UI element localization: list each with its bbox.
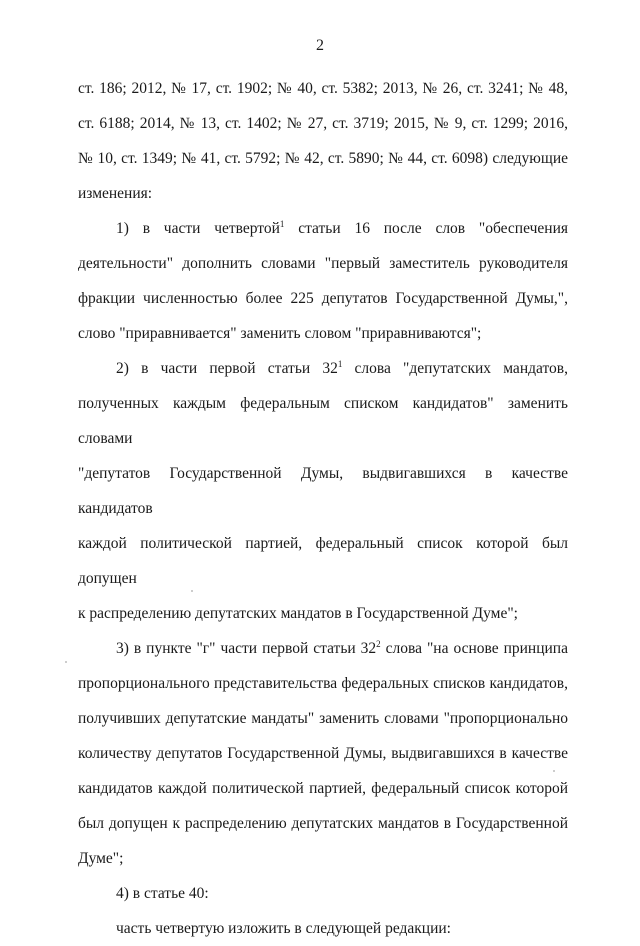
item-line: часть четвертую изложить в следующей редакции: <box>116 920 451 937</box>
intro-paragraph <box>78 71 568 211</box>
item-line: деятельности" дополнить словами "первый заместитель руководителя <box>78 255 568 272</box>
item-first-line <box>78 211 568 246</box>
document-body <box>78 71 568 946</box>
amendment-item-3 <box>78 631 568 876</box>
intro-line: № 10, ст. 1349; № 41, ст. 5792; № 42, ст. 5890; № 44, ст. 6098) следующие <box>78 150 568 167</box>
item-line: к распределению депутатских мандатов в Государственной Думе"; <box>78 605 518 622</box>
intro-line: ст. 186; 2012, № 17, ст. 1902; № 40, ст. 5382; 2013, № 26, ст. 3241; № 48, <box>78 80 568 97</box>
item-line: "депутатов Государственной Думы, выдвигавшихся в качестве кандидатов <box>78 465 568 517</box>
item-line: полученных каждым федеральным списком кандидатов" заменить словами <box>78 395 568 447</box>
item-line: каждой политической партией, федеральный список которой был допущен <box>78 535 568 587</box>
item-text: 2) в части первой статьи 32 <box>116 360 338 377</box>
page-number: 2 <box>316 37 324 54</box>
intro-line: ст. 6188; 2014, № 13, ст. 1402; № 27, ст. 3719; 2015, № 9, ст. 1299; 2016, <box>78 115 568 132</box>
superscript: 1 <box>337 359 343 369</box>
intro-line: изменения: <box>78 185 153 202</box>
item-line: 4) в статье 40: <box>116 885 209 902</box>
item-text: 1) в части четвертой <box>116 220 280 237</box>
item-first-line <box>78 351 568 386</box>
item-line: пропорционального представительства федеральных списков кандидатов, <box>78 675 568 692</box>
item-line: количеству депутатов Государственной Думы, выдвигавшихся в качестве <box>78 745 568 762</box>
item-line: кандидатов каждой политической партией, федеральный список которой <box>78 780 568 797</box>
item-first-line <box>78 631 568 666</box>
amendment-item-2 <box>78 351 568 631</box>
item-line: фракции численностью более 225 депутатов Государственной Думы,", <box>78 290 568 307</box>
superscript: 2 <box>376 639 381 649</box>
scan-speck <box>65 661 67 663</box>
superscript: 1 <box>279 219 285 229</box>
item-line: слово "приравнивается" заменить словом "приравниваются"; <box>78 325 482 342</box>
item-text: слова "на основе принципа <box>380 640 568 657</box>
item-line: был допущен к распределению депутатских мандатов в Государственной <box>78 815 568 832</box>
scan-speck <box>553 770 555 772</box>
item-text: статьи 16 после слов "обеспечения <box>284 220 568 237</box>
item-text: 3) в пункте "г" части первой статьи 32 <box>116 640 377 657</box>
item-text: слова "депутатских мандатов, <box>342 360 568 377</box>
scan-speck <box>191 590 193 592</box>
amendment-item-1 <box>78 211 568 351</box>
amendment-item-4 <box>78 876 568 946</box>
item-line: получивших депутатские мандаты" заменить словами "пропорционально <box>78 710 568 727</box>
item-line: Думе"; <box>78 850 124 867</box>
